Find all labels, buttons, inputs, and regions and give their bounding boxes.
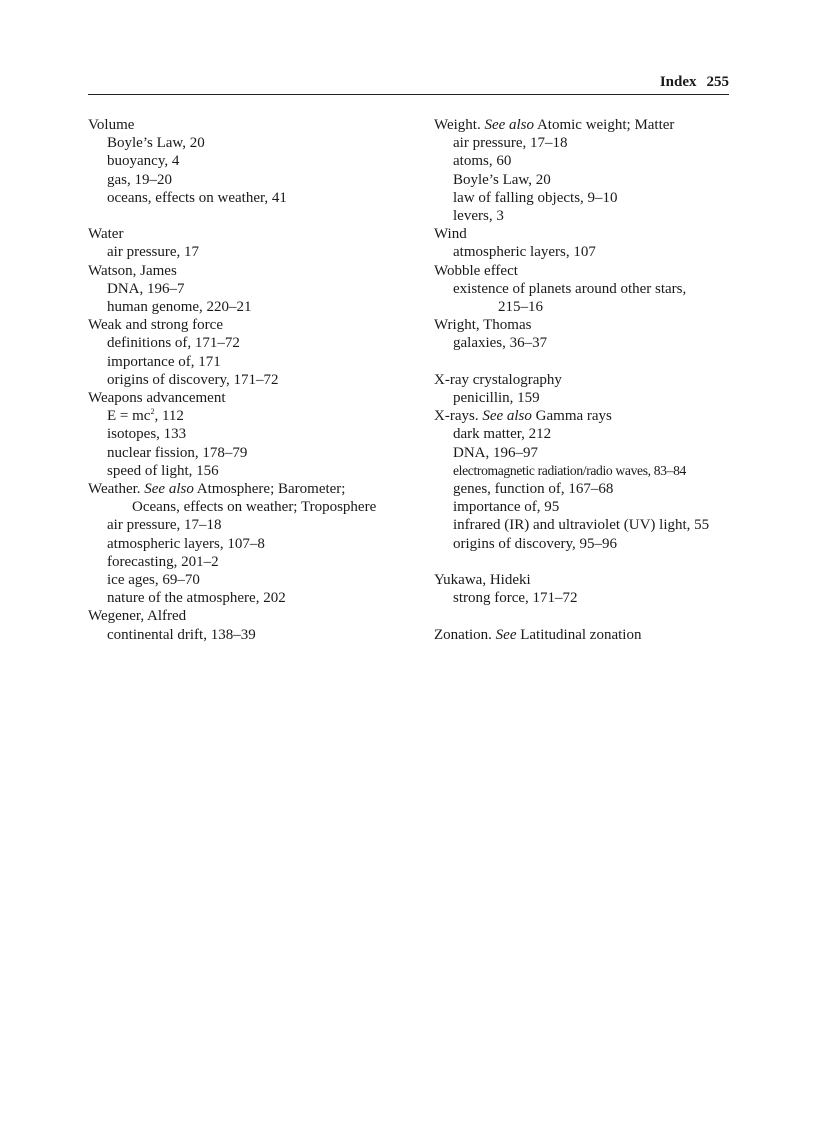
subentry: genes, function of, 167–68 [453,481,614,498]
subentry: penicillin, 159 [453,390,540,407]
entry-heading: Yukawa, Hideki [434,572,531,589]
subentry: gas, 19–20 [107,171,172,188]
index-column-right [434,116,734,644]
index-entry-weather [88,480,418,607]
entry-heading: Water [88,226,124,243]
entry-heading: Wegener, Alfred [88,608,187,625]
subentry: strong force, 171–72 [453,590,578,607]
subentry: atmospheric layers, 107 [453,244,596,261]
heading-continuation: Oceans, effects on weather; Troposphere [132,499,377,516]
entry-heading [88,480,418,498]
entry-heading: Wobble effect [434,262,518,279]
subentry: atmospheric layers, 107–8 [107,535,265,552]
see-also-label: See also [144,481,194,498]
subentry: galaxies, 36–37 [453,335,548,352]
subentry: law of falling objects, 9–10 [453,189,618,206]
subentry: air pressure, 17 [107,244,200,261]
index-entry-xray-crystalography [434,371,734,407]
see-also-label: See also [482,408,532,425]
index-column-left [88,116,418,644]
subentry: origins of discovery, 95–96 [453,535,618,552]
subentry: air pressure, 17–18 [107,517,222,534]
subentry: DNA, 196–97 [453,444,538,461]
index-entry-wobble [434,262,734,317]
entry-heading [434,407,734,425]
subentry: oceans, effects on weather, 41 [107,189,287,206]
heading-crossref: Atmosphere; Barometer; [193,481,346,498]
entry-heading: Weak and strong force [88,317,223,334]
subentry: DNA, 196–7 [107,280,185,297]
heading-text: Weather. [88,481,145,498]
subentry: continental drift, 138–39 [107,626,256,643]
index-entry-weight [434,116,734,225]
subentry: electromagnetic radiation/radio waves, 83–84 [453,462,686,478]
index-entry-watson [88,262,418,317]
index-entry-wright [434,316,734,352]
heading-text: Zonation. [434,626,496,643]
index-entry-weak-strong-force [88,316,418,389]
header-section: Index [659,74,697,90]
index-entry-xrays [434,407,734,553]
subentry: air pressure, 17–18 [453,135,568,152]
entry-heading: Weapons advancement [88,390,226,407]
entry-heading: Wind [434,226,467,243]
subentry: levers, 3 [453,208,504,225]
heading-crossref: Atomic weight; Matter [534,117,675,133]
heading-crossref: Latitudinal zonation [516,626,642,643]
index-entry-water [88,225,418,261]
entry-heading: Wright, Thomas [434,317,532,334]
subentry: dark matter, 212 [453,426,552,443]
subentry-emc [88,407,418,425]
subentry: existence of planets around other stars, [453,280,687,297]
subentry: importance of, 95 [453,499,560,516]
subentry: importance of, 171 [107,353,221,370]
entry-heading [434,626,734,644]
entry-heading [434,116,734,134]
header-rule [88,94,729,95]
subentry: definitions of, 171–72 [107,335,240,352]
subentry: human genome, 220–21 [107,299,252,316]
entry-heading: Watson, James [88,262,177,279]
index-entry-wegener [88,607,418,643]
subentry: atoms, 60 [453,153,512,170]
see-label: See [495,626,517,643]
emc-base: E = mc [107,408,151,425]
emc-exponent: 2 [150,407,155,417]
subentry: ice ages, 69–70 [107,572,200,589]
heading-text: Weight. [434,117,485,133]
entry-heading: Volume [88,117,135,133]
subentry: nuclear fission, 178–79 [107,444,248,461]
heading-text: X-rays. [434,408,483,425]
running-header [88,73,729,91]
subentry-continuation: 215–16 [498,299,543,316]
index-entry-zonation [434,626,734,644]
index-entry-wind [434,225,734,261]
subentry: forecasting, 201–2 [107,553,219,570]
page-number: 255 [706,74,729,90]
index-entry-yukawa [434,571,734,607]
index-entry-volume [88,116,418,207]
subentry: Boyle’s Law, 20 [453,171,551,188]
index-entry-weapons [88,389,418,480]
subentry: isotopes, 133 [107,426,187,443]
heading-crossref: Gamma rays [531,408,612,425]
subentry: speed of light, 156 [107,462,219,479]
emc-pages: , 112 [154,408,184,425]
subentry: buoyancy, 4 [107,153,180,170]
subentry: origins of discovery, 171–72 [107,371,279,388]
subentry: Boyle’s Law, 20 [107,135,205,152]
subentry: infrared (IR) and ultraviolet (UV) light, 55 [453,517,710,534]
subentry: nature of the atmosphere, 202 [107,590,286,607]
see-also-label: See also [484,117,535,133]
entry-heading: X-ray crystalography [434,371,562,388]
